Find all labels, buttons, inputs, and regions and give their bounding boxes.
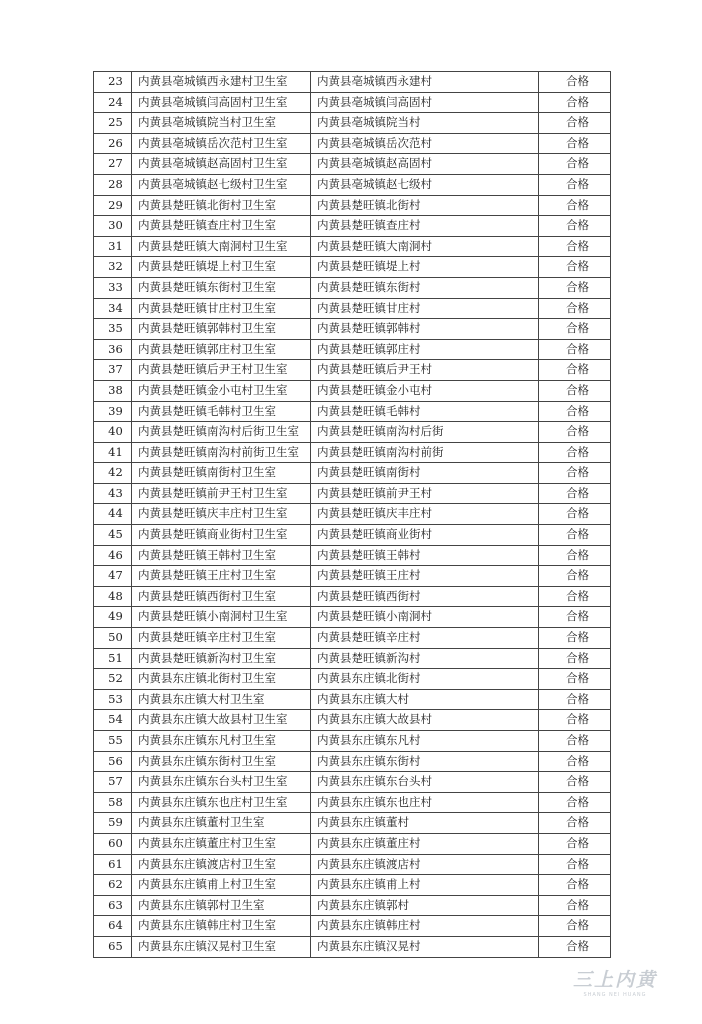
table-row — [94, 236, 611, 257]
table-row — [94, 607, 611, 628]
clinic-name: 内黄县楚旺镇郭韩村卫生室 — [132, 319, 311, 340]
inspection-result: 合格 — [539, 277, 611, 298]
clinic-address: 内黄县楚旺镇南街村 — [311, 463, 539, 484]
row-number: 45 — [94, 525, 132, 546]
inspection-result: 合格 — [539, 751, 611, 772]
clinic-address: 内黄县东庄镇甫上村 — [311, 875, 539, 896]
row-number: 25 — [94, 113, 132, 134]
watermark-logo — [560, 969, 670, 1003]
row-number: 64 — [94, 916, 132, 937]
clinic-address: 内黄县东庄镇郭村 — [311, 895, 539, 916]
row-number: 57 — [94, 772, 132, 793]
row-number: 56 — [94, 751, 132, 772]
row-number: 24 — [94, 92, 132, 113]
row-number: 28 — [94, 174, 132, 195]
row-number: 37 — [94, 360, 132, 381]
inspection-result: 合格 — [539, 174, 611, 195]
table-row — [94, 257, 611, 278]
table-row — [94, 174, 611, 195]
row-number: 52 — [94, 669, 132, 690]
row-number: 35 — [94, 319, 132, 340]
inspection-result: 合格 — [539, 895, 611, 916]
table-row — [94, 628, 611, 649]
inspection-result: 合格 — [539, 463, 611, 484]
table-row — [94, 813, 611, 834]
inspection-result: 合格 — [539, 854, 611, 875]
clinic-name: 内黄县东庄镇汉晃村卫生室 — [132, 936, 311, 957]
table-row — [94, 483, 611, 504]
clinic-address: 内黄县亳城镇院当村 — [311, 113, 539, 134]
inspection-result: 合格 — [539, 607, 611, 628]
row-number: 31 — [94, 236, 132, 257]
inspection-result: 合格 — [539, 669, 611, 690]
clinic-name: 内黄县楚旺镇庆丰庄村卫生室 — [132, 504, 311, 525]
clinic-address: 内黄县东庄镇北街村 — [311, 669, 539, 690]
inspection-result: 合格 — [539, 525, 611, 546]
inspection-result: 合格 — [539, 339, 611, 360]
clinic-address: 内黄县楚旺镇堤上村 — [311, 257, 539, 278]
clinic-name: 内黄县楚旺镇南沟村后街卫生室 — [132, 422, 311, 443]
inspection-result: 合格 — [539, 545, 611, 566]
clinic-address: 内黄县楚旺镇郭韩村 — [311, 319, 539, 340]
watermark-subtitle: SHANG NEI HUANG — [583, 992, 647, 998]
row-number: 65 — [94, 936, 132, 957]
inspection-result: 合格 — [539, 504, 611, 525]
clinic-name: 内黄县楚旺镇毛韩村卫生室 — [132, 401, 311, 422]
clinic-name: 内黄县亳城镇西永建村卫生室 — [132, 72, 311, 93]
clinic-address: 内黄县东庄镇东台头村 — [311, 772, 539, 793]
table-row — [94, 401, 611, 422]
inspection-result: 合格 — [539, 92, 611, 113]
clinic-address: 内黄县楚旺镇西街村 — [311, 586, 539, 607]
table-row — [94, 195, 611, 216]
clinic-name: 内黄县楚旺镇南沟村前街卫生室 — [132, 442, 311, 463]
inspection-result: 合格 — [539, 916, 611, 937]
inspection-result: 合格 — [539, 689, 611, 710]
clinic-name: 内黄县东庄镇韩庄村卫生室 — [132, 916, 311, 937]
clinic-name: 内黄县亳城镇赵高固村卫生室 — [132, 154, 311, 175]
clinic-name: 内黄县东庄镇董庄村卫生室 — [132, 833, 311, 854]
clinic-name: 内黄县楚旺镇西街村卫生室 — [132, 586, 311, 607]
table-row — [94, 133, 611, 154]
clinic-name: 内黄县楚旺镇小南洞村卫生室 — [132, 607, 311, 628]
table-row — [94, 360, 611, 381]
row-number: 54 — [94, 710, 132, 731]
table-row — [94, 154, 611, 175]
clinic-address: 内黄县东庄镇东也庄村 — [311, 792, 539, 813]
clinic-name: 内黄县楚旺镇查庄村卫生室 — [132, 216, 311, 237]
row-number: 60 — [94, 833, 132, 854]
row-number: 55 — [94, 731, 132, 752]
inspection-result: 合格 — [539, 422, 611, 443]
clinic-address: 内黄县楚旺镇前尹王村 — [311, 483, 539, 504]
inspection-result: 合格 — [539, 216, 611, 237]
clinic-name: 内黄县楚旺镇郭庄村卫生室 — [132, 339, 311, 360]
clinic-address: 内黄县楚旺镇后尹王村 — [311, 360, 539, 381]
clinic-address: 内黄县楚旺镇小南洞村 — [311, 607, 539, 628]
table-row — [94, 936, 611, 957]
inspection-result: 合格 — [539, 72, 611, 93]
row-number: 58 — [94, 792, 132, 813]
clinic-address: 内黄县楚旺镇查庄村 — [311, 216, 539, 237]
table-row — [94, 731, 611, 752]
clinic-name: 内黄县楚旺镇金小屯村卫生室 — [132, 380, 311, 401]
row-number: 36 — [94, 339, 132, 360]
inspection-result: 合格 — [539, 586, 611, 607]
row-number: 33 — [94, 277, 132, 298]
row-number: 46 — [94, 545, 132, 566]
row-number: 49 — [94, 607, 132, 628]
table-row — [94, 854, 611, 875]
table-row — [94, 689, 611, 710]
row-number: 39 — [94, 401, 132, 422]
clinic-address: 内黄县东庄镇大故县村 — [311, 710, 539, 731]
inspection-result: 合格 — [539, 792, 611, 813]
table-body — [94, 72, 611, 958]
clinic-name: 内黄县东庄镇董村卫生室 — [132, 813, 311, 834]
clinic-address: 内黄县楚旺镇新沟村 — [311, 648, 539, 669]
clinic-address: 内黄县东庄镇董庄村 — [311, 833, 539, 854]
clinic-address: 内黄县东庄镇汉晃村 — [311, 936, 539, 957]
row-number: 26 — [94, 133, 132, 154]
row-number: 40 — [94, 422, 132, 443]
clinic-address: 内黄县楚旺镇南沟村后街 — [311, 422, 539, 443]
clinic-address: 内黄县东庄镇东凡村 — [311, 731, 539, 752]
row-number: 44 — [94, 504, 132, 525]
row-number: 61 — [94, 854, 132, 875]
clinic-name: 内黄县亳城镇岳次范村卫生室 — [132, 133, 311, 154]
inspection-result: 合格 — [539, 772, 611, 793]
watermark-logo-text: 三上内黄 — [572, 969, 657, 991]
clinic-name: 内黄县楚旺镇南街村卫生室 — [132, 463, 311, 484]
clinic-inspection-table — [93, 71, 611, 958]
table-row — [94, 504, 611, 525]
table-row — [94, 113, 611, 134]
inspection-result: 合格 — [539, 442, 611, 463]
inspection-result: 合格 — [539, 360, 611, 381]
inspection-result: 合格 — [539, 298, 611, 319]
clinic-name: 内黄县楚旺镇商业街村卫生室 — [132, 525, 311, 546]
table-row — [94, 669, 611, 690]
inspection-result: 合格 — [539, 154, 611, 175]
clinic-name: 内黄县东庄镇大村卫生室 — [132, 689, 311, 710]
table-row — [94, 339, 611, 360]
clinic-name: 内黄县东庄镇甫上村卫生室 — [132, 875, 311, 896]
row-number: 32 — [94, 257, 132, 278]
table-row — [94, 648, 611, 669]
table-row — [94, 792, 611, 813]
clinic-address: 内黄县楚旺镇甘庄村 — [311, 298, 539, 319]
clinic-name: 内黄县楚旺镇大南洞村卫生室 — [132, 236, 311, 257]
inspection-result: 合格 — [539, 833, 611, 854]
inspection-result: 合格 — [539, 813, 611, 834]
clinic-name: 内黄县楚旺镇前尹王村卫生室 — [132, 483, 311, 504]
table-row — [94, 833, 611, 854]
table-row — [94, 216, 611, 237]
clinic-name: 内黄县楚旺镇辛庄村卫生室 — [132, 628, 311, 649]
clinic-address: 内黄县亳城镇闫高固村 — [311, 92, 539, 113]
inspection-result: 合格 — [539, 628, 611, 649]
clinic-name: 内黄县楚旺镇新沟村卫生室 — [132, 648, 311, 669]
inspection-result: 合格 — [539, 483, 611, 504]
inspection-result: 合格 — [539, 875, 611, 896]
table-row — [94, 566, 611, 587]
clinic-address: 内黄县楚旺镇郭庄村 — [311, 339, 539, 360]
table-row — [94, 545, 611, 566]
table-row — [94, 72, 611, 93]
row-number: 38 — [94, 380, 132, 401]
clinic-address: 内黄县楚旺镇金小屯村 — [311, 380, 539, 401]
clinic-address: 内黄县东庄镇董村 — [311, 813, 539, 834]
table-row — [94, 525, 611, 546]
clinic-address: 内黄县楚旺镇东街村 — [311, 277, 539, 298]
clinic-address: 内黄县楚旺镇大南洞村 — [311, 236, 539, 257]
clinic-name: 内黄县楚旺镇甘庄村卫生室 — [132, 298, 311, 319]
clinic-address: 内黄县亳城镇赵七级村 — [311, 174, 539, 195]
inspection-result: 合格 — [539, 113, 611, 134]
table-row — [94, 422, 611, 443]
inspection-result: 合格 — [539, 133, 611, 154]
row-number: 42 — [94, 463, 132, 484]
row-number: 53 — [94, 689, 132, 710]
inspection-result: 合格 — [539, 236, 611, 257]
row-number: 41 — [94, 442, 132, 463]
row-number: 27 — [94, 154, 132, 175]
row-number: 47 — [94, 566, 132, 587]
row-number: 50 — [94, 628, 132, 649]
clinic-name: 内黄县楚旺镇王韩村卫生室 — [132, 545, 311, 566]
clinic-address: 内黄县亳城镇赵高固村 — [311, 154, 539, 175]
table-row — [94, 319, 611, 340]
table-row — [94, 586, 611, 607]
table-row — [94, 463, 611, 484]
table-row — [94, 298, 611, 319]
clinic-address: 内黄县楚旺镇庆丰庄村 — [311, 504, 539, 525]
clinic-name: 内黄县亳城镇院当村卫生室 — [132, 113, 311, 134]
table-row — [94, 92, 611, 113]
clinic-address: 内黄县楚旺镇北街村 — [311, 195, 539, 216]
clinic-name: 内黄县楚旺镇堤上村卫生室 — [132, 257, 311, 278]
clinic-address: 内黄县东庄镇渡店村 — [311, 854, 539, 875]
clinic-address: 内黄县东庄镇东街村 — [311, 751, 539, 772]
table-row — [94, 442, 611, 463]
clinic-name: 内黄县东庄镇北街村卫生室 — [132, 669, 311, 690]
inspection-result: 合格 — [539, 195, 611, 216]
clinic-name: 内黄县楚旺镇东街村卫生室 — [132, 277, 311, 298]
table-row — [94, 380, 611, 401]
clinic-name: 内黄县东庄镇渡店村卫生室 — [132, 854, 311, 875]
table-row — [94, 277, 611, 298]
inspection-result: 合格 — [539, 710, 611, 731]
clinic-name: 内黄县楚旺镇北街村卫生室 — [132, 195, 311, 216]
row-number: 63 — [94, 895, 132, 916]
inspection-result: 合格 — [539, 319, 611, 340]
row-number: 48 — [94, 586, 132, 607]
clinic-address: 内黄县亳城镇西永建村 — [311, 72, 539, 93]
inspection-result: 合格 — [539, 380, 611, 401]
clinic-name: 内黄县楚旺镇王庄村卫生室 — [132, 566, 311, 587]
table-row — [94, 772, 611, 793]
clinic-address: 内黄县亳城镇岳次范村 — [311, 133, 539, 154]
row-number: 62 — [94, 875, 132, 896]
clinic-name: 内黄县东庄镇大故县村卫生室 — [132, 710, 311, 731]
clinic-address: 内黄县楚旺镇王韩村 — [311, 545, 539, 566]
clinic-name: 内黄县东庄镇东街村卫生室 — [132, 751, 311, 772]
row-number: 23 — [94, 72, 132, 93]
row-number: 30 — [94, 216, 132, 237]
table-row — [94, 916, 611, 937]
clinic-address: 内黄县东庄镇韩庄村 — [311, 916, 539, 937]
table-row — [94, 875, 611, 896]
row-number: 43 — [94, 483, 132, 504]
inspection-result: 合格 — [539, 401, 611, 422]
clinic-address: 内黄县楚旺镇王庄村 — [311, 566, 539, 587]
table-row — [94, 751, 611, 772]
row-number: 59 — [94, 813, 132, 834]
clinic-name: 内黄县亳城镇赵七级村卫生室 — [132, 174, 311, 195]
row-number: 34 — [94, 298, 132, 319]
clinic-address: 内黄县楚旺镇商业街村 — [311, 525, 539, 546]
table-row — [94, 895, 611, 916]
clinic-address: 内黄县楚旺镇毛韩村 — [311, 401, 539, 422]
inspection-result: 合格 — [539, 936, 611, 957]
clinic-name: 内黄县东庄镇东也庄村卫生室 — [132, 792, 311, 813]
clinic-name: 内黄县东庄镇东台头村卫生室 — [132, 772, 311, 793]
table-row — [94, 710, 611, 731]
inspection-result: 合格 — [539, 648, 611, 669]
row-number: 29 — [94, 195, 132, 216]
clinic-name: 内黄县东庄镇郭村卫生室 — [132, 895, 311, 916]
inspection-result: 合格 — [539, 257, 611, 278]
clinic-name: 内黄县亳城镇闫高固村卫生室 — [132, 92, 311, 113]
clinic-name: 内黄县楚旺镇后尹王村卫生室 — [132, 360, 311, 381]
inspection-result: 合格 — [539, 566, 611, 587]
clinic-address: 内黄县楚旺镇南沟村前街 — [311, 442, 539, 463]
clinic-name: 内黄县东庄镇东凡村卫生室 — [132, 731, 311, 752]
inspection-result: 合格 — [539, 731, 611, 752]
clinic-address: 内黄县楚旺镇辛庄村 — [311, 628, 539, 649]
row-number: 51 — [94, 648, 132, 669]
clinic-address: 内黄县东庄镇大村 — [311, 689, 539, 710]
